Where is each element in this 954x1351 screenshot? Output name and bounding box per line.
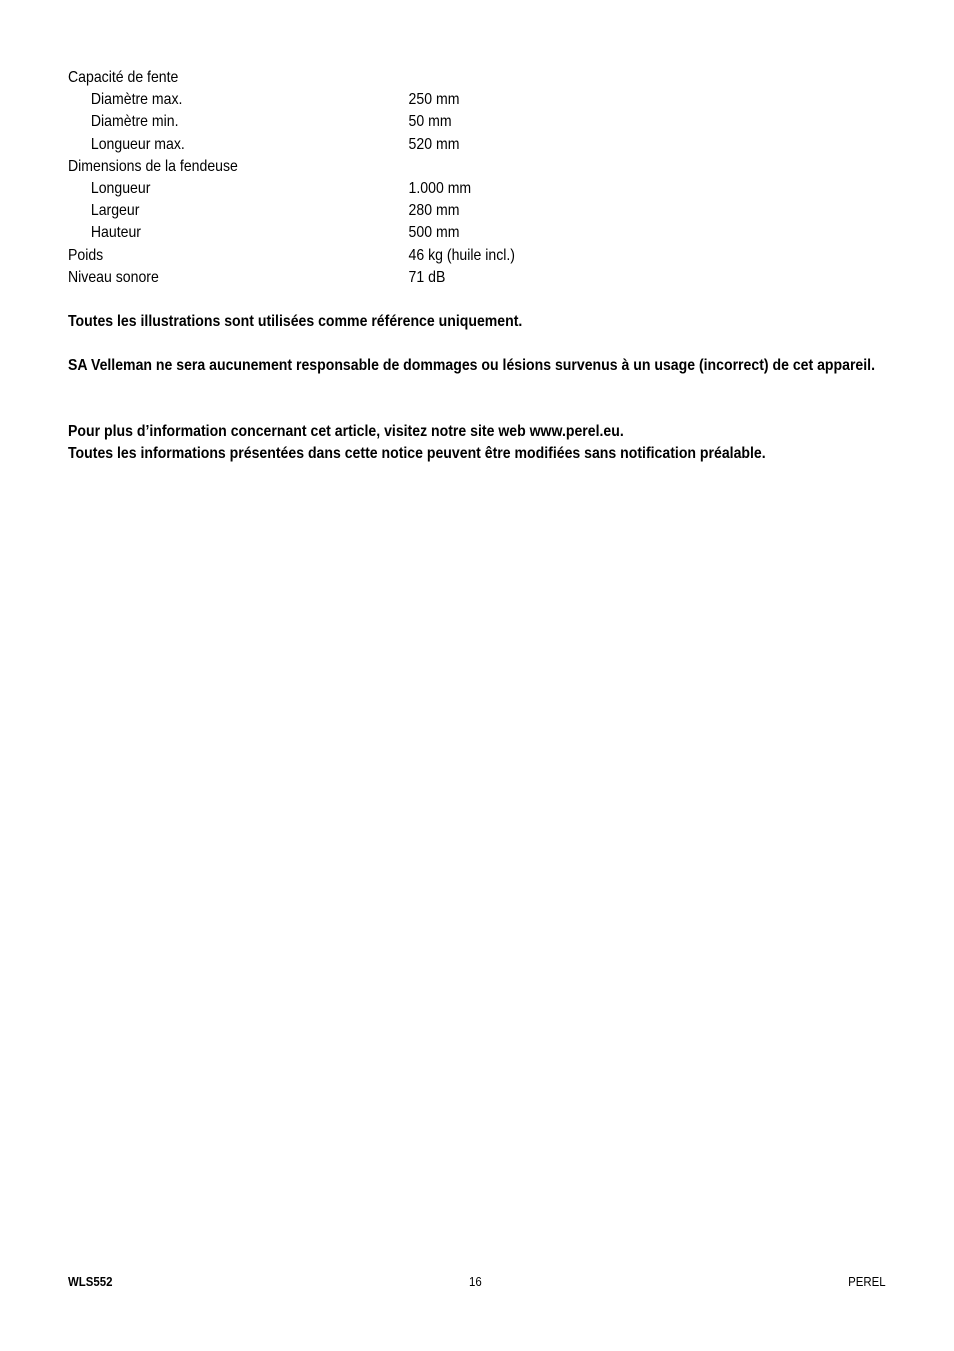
spec-value: 46 kg (huile incl.) [408,246,515,264]
spec-label: Niveau sonore [68,268,159,286]
spec-label: Diamètre min. [90,113,179,131]
spec-label: Capacité de fente [68,69,179,86]
spec-label: Longueur [90,179,151,197]
spec-value: 1.000 mm [408,179,472,197]
footer-model: WLS552 [68,1274,113,1289]
spec-row-width [68,200,596,222]
spec-value: 500 mm [408,224,460,242]
spec-value: 50 mm [408,113,452,131]
spec-row-length [68,178,596,200]
illustrations-text: Toutes les illustrations sont utilisées comme référence uniquement. [68,313,523,330]
spec-value: 71 dB [408,268,446,286]
liability-text: SA Velleman ne sera aucunement responsable de dommages ou lésions survenus à un usage (incorrect) de cet appareil. [68,357,876,374]
spec-label: Diamètre max. [90,91,183,109]
spec-row-max-diameter [68,89,596,111]
spec-row-weight [68,245,596,267]
illustrations-notice [68,311,886,333]
spec-row-noise-level [68,267,596,289]
spec-table [68,67,668,289]
spec-label: Hauteur [90,224,141,242]
spec-label: Dimensions de la fendeuse [68,157,238,175]
spec-row-max-length [68,134,596,156]
spec-label: Poids [68,246,104,264]
spec-row-height [68,222,596,244]
info-notice [68,421,886,465]
spec-value: 280 mm [408,202,460,220]
spec-value: 250 mm [408,91,460,109]
liability-notice [68,355,886,377]
spec-row-split-capacity [68,67,596,89]
changes-text: Toutes les informations présentées dans cette notice peuvent être modifiées sans notification préalable. [68,445,766,462]
spec-value: 520 mm [408,135,460,153]
footer-brand: PEREL [848,1274,886,1289]
spec-label: Longueur max. [90,135,185,153]
footer-page-number: 16 [469,1274,482,1289]
spec-label: Largeur [90,202,140,220]
spec-row-dimensions [68,156,596,178]
spec-row-min-diameter [68,111,596,133]
more-info-text: Pour plus d’information concernant cet article, visitez notre site web www.perel.eu. [68,423,624,440]
